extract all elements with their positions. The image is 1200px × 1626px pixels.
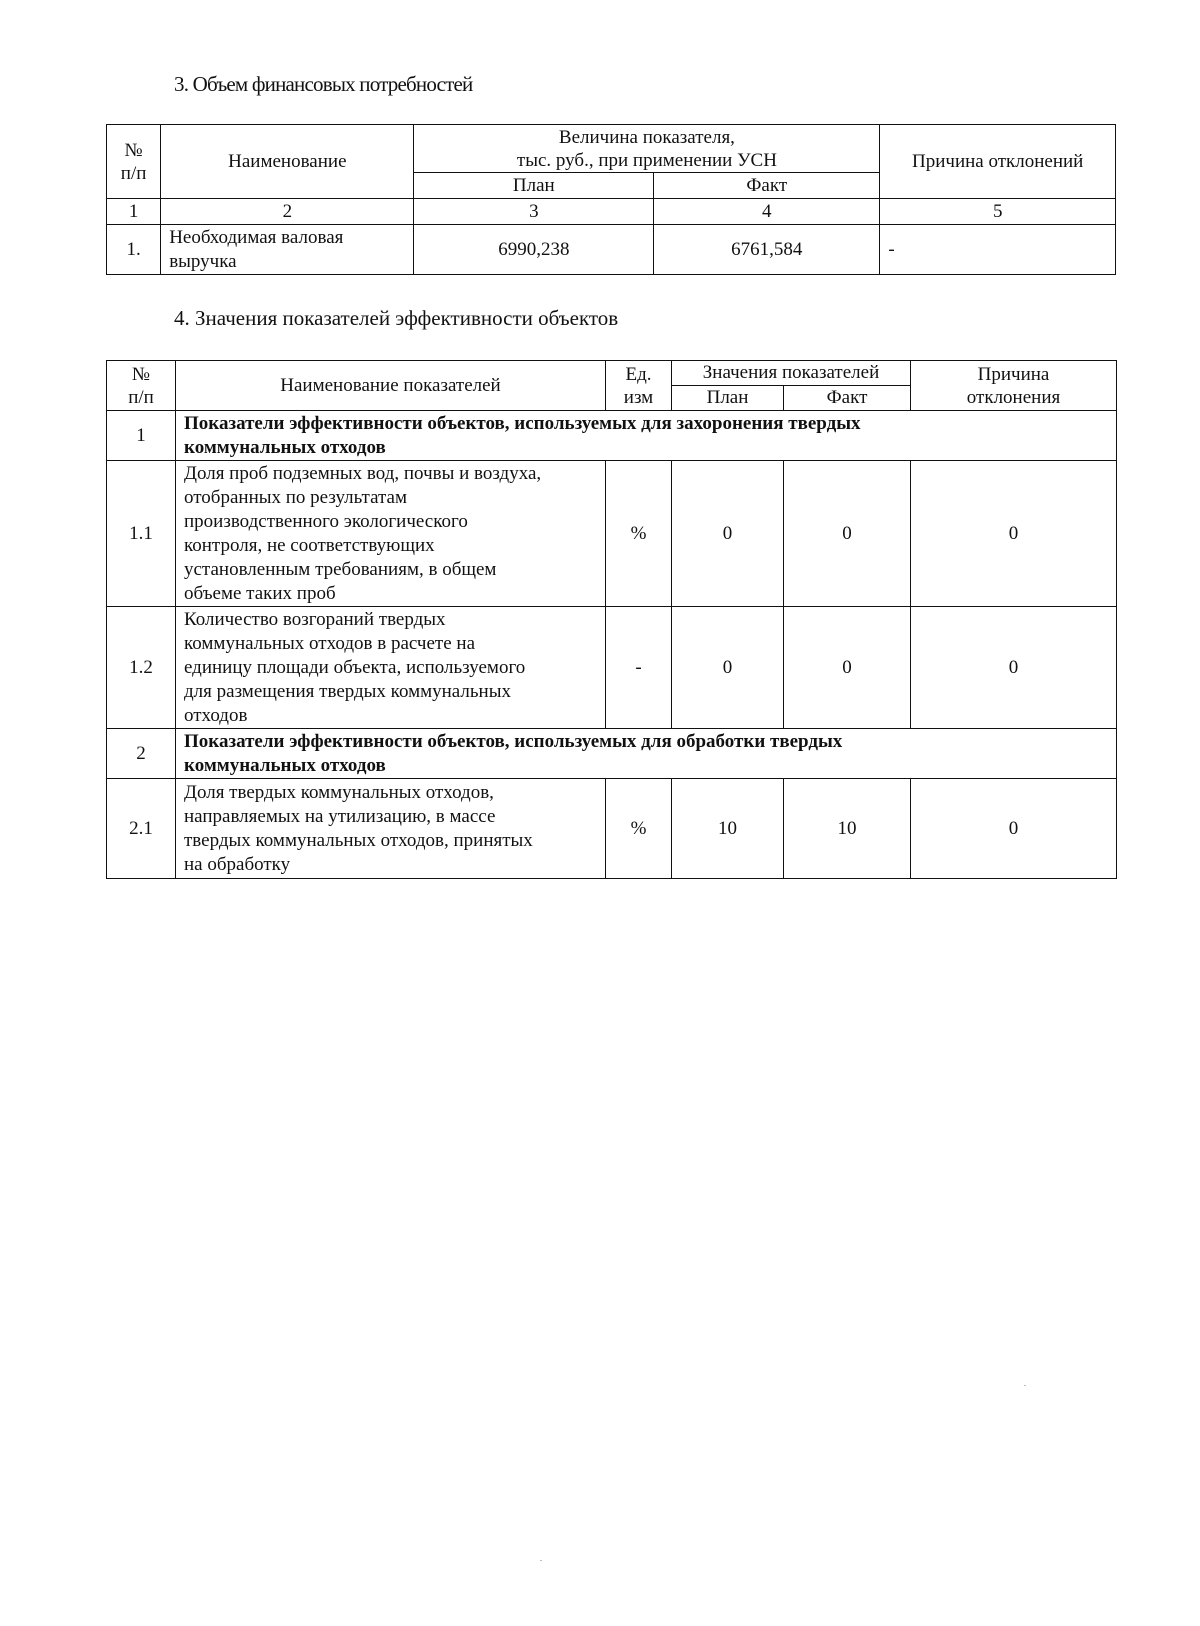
row-fact: 10: [784, 779, 911, 879]
header-name: Наименование показателей: [176, 361, 606, 411]
row-num: 1.: [107, 225, 161, 275]
row-name-line: направляемых на утилизацию, в массе: [184, 805, 496, 827]
header-num: [107, 361, 176, 411]
row-name-line: Доля проб подземных вод, почвы и воздуха,: [184, 462, 542, 484]
column-number: 3: [414, 199, 654, 225]
header-value: [414, 125, 880, 173]
row-num: 1.2: [107, 607, 176, 729]
header-value-line1: Величина показателя,: [558, 126, 735, 148]
row-name-line: установленным требованиям, в общем: [184, 558, 497, 580]
row-name-line: производственного экологического: [184, 510, 468, 532]
row-name: [176, 779, 606, 879]
header-fact: Факт: [784, 386, 911, 411]
header-reason-line1: Причина: [977, 363, 1050, 385]
row-name-line: твердых коммунальных отходов, принятых: [184, 829, 533, 851]
group-title-line2: коммунальных отходов: [184, 754, 386, 776]
row-plan: 0: [672, 607, 784, 729]
row-unit: %: [606, 779, 672, 879]
header-num-line1: №: [124, 139, 143, 161]
row-reason: 0: [911, 461, 1117, 607]
row-name: [161, 225, 414, 275]
row-name-line: Доля твердых коммунальных отходов,: [184, 781, 494, 803]
table-row: [107, 225, 1116, 275]
row-reason: -: [880, 225, 1116, 275]
row-name-line: единицу площади объекта, используемого: [184, 656, 526, 678]
row-name: [176, 607, 606, 729]
row-unit: -: [606, 607, 672, 729]
column-number: 1: [107, 199, 161, 225]
row-name-line: на обработку: [184, 853, 291, 875]
row-name-line: коммунальных отходов в расчете на: [184, 632, 476, 654]
row-name: [176, 461, 606, 607]
row-fact: 0: [784, 461, 911, 607]
financial-needs-table: [106, 124, 1116, 275]
row-fact: 6761,584: [654, 225, 880, 275]
row-num: 2.1: [107, 779, 176, 879]
header-values: Значения показателей: [672, 361, 911, 386]
row-fact: 0: [784, 607, 911, 729]
header-num: [107, 125, 161, 199]
row-name-line: Количество возгораний твердых: [184, 608, 446, 630]
header-plan: План: [672, 386, 784, 411]
table-row: [107, 607, 1117, 729]
row-name-line: для размещения твердых коммунальных: [184, 680, 511, 702]
group-num: 1: [107, 411, 176, 461]
row-name-line1: Необходимая валовая: [169, 226, 344, 248]
header-unit-line2: изм: [623, 386, 654, 408]
table-row: [107, 461, 1117, 607]
row-name-line: отходов: [184, 704, 248, 726]
row-plan: 6990,238: [414, 225, 654, 275]
header-fact: Факт: [654, 173, 880, 199]
row-num: 1.1: [107, 461, 176, 607]
header-reason: [911, 361, 1117, 411]
column-number: 5: [880, 199, 1116, 225]
header-value-line2: тыс. руб., при применении УСН: [516, 149, 777, 171]
header-reason-line2: отклонения: [966, 386, 1061, 408]
row-reason: 0: [911, 607, 1117, 729]
row-name-line: контроля, не соответствующих: [184, 534, 435, 556]
group-num: 2: [107, 729, 176, 779]
table-row: [107, 779, 1117, 879]
header-reason: Причина отклонений: [880, 125, 1116, 199]
header-plan: План: [414, 173, 654, 199]
section-3-title: 3. Объем финансовых потребностей: [174, 72, 473, 96]
group-title-line2: коммунальных отходов: [184, 436, 386, 458]
header-name: Наименование: [161, 125, 414, 199]
row-name-line: отобранных по результатам: [184, 486, 407, 508]
group-title: [176, 729, 1117, 779]
group-title-line1: Показатели эффективности объектов, используемых для обработки твердых: [184, 730, 843, 752]
row-name-line: объеме таких проб: [184, 582, 336, 604]
column-number: 4: [654, 199, 880, 225]
header-unit-line1: Ед.: [625, 363, 652, 385]
row-plan: 0: [672, 461, 784, 607]
group-row: [107, 729, 1117, 779]
column-number: 2: [161, 199, 414, 225]
row-unit: %: [606, 461, 672, 607]
scan-speck: [540, 1560, 542, 1561]
section-4-title: 4. Значения показателей эффективности объектов: [174, 306, 619, 330]
scan-speck: [1024, 1385, 1026, 1386]
header-num-line1: №: [131, 363, 151, 385]
row-reason: 0: [911, 779, 1117, 879]
group-title: [176, 411, 1117, 461]
header-num-line2: п/п: [120, 162, 147, 184]
efficiency-indicators-table: [106, 360, 1117, 879]
row-plan: 10: [672, 779, 784, 879]
header-num-line2: п/п: [128, 386, 154, 408]
header-unit: [606, 361, 672, 411]
group-title-line1: Показатели эффективности объектов, используемых для захоронения твердых: [184, 412, 861, 434]
group-row: [107, 411, 1117, 461]
row-name-line2: выручка: [169, 250, 237, 272]
